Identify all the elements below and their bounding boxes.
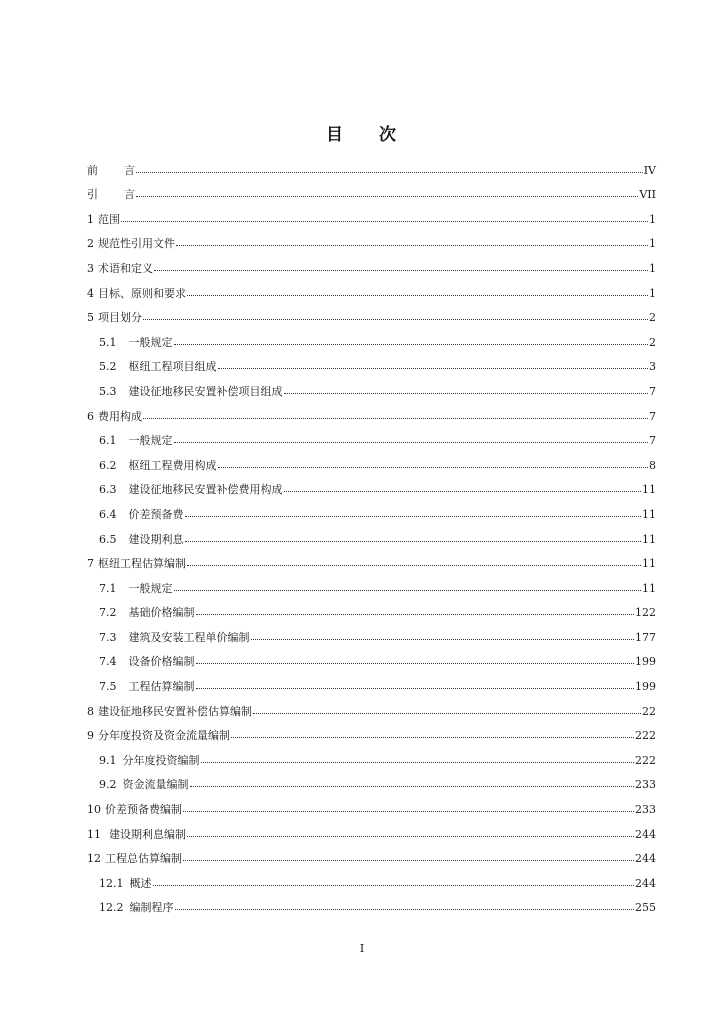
dot-leader [136,172,643,173]
toc-entry-page: 244 [635,876,656,890]
toc-entry-title: 建设征地移民安置补偿估算编制 [98,704,252,718]
toc-entry-title: 一般规定 [128,434,173,448]
toc-entry-page: 1 [649,286,656,300]
toc-entry-number: 9.2 [99,778,117,792]
toc-entry-number: 7 [87,557,94,571]
toc-entry[interactable] [87,718,656,743]
toc-entry-page: 122 [635,606,656,620]
toc-entry-number: 3 [87,261,94,275]
dot-leader [183,811,634,812]
toc-entry-title: 建设征地移民安置补偿项目组成 [128,384,283,398]
dot-leader [201,762,635,763]
toc-entry-title: 概述 [129,876,152,890]
toc-entry-number: 7.2 [99,606,117,620]
toc-entry-page: 233 [635,778,656,792]
toc-entry[interactable] [87,423,656,448]
toc-entry-page: 7 [649,384,656,398]
toc-entry-page: 3 [649,360,656,374]
dot-leader [218,467,649,468]
toc-entry[interactable] [87,570,656,595]
toc-entry[interactable] [87,767,656,792]
toc-entry-number: 7.3 [99,630,117,644]
toc-entry-number: 2 [87,237,94,251]
dot-leader [190,786,635,787]
dot-leader [187,295,648,296]
toc-entry-title: 编制程序 [129,901,174,915]
toc-entry-title: 枢纽工程项目组成 [128,360,217,374]
dot-leader [143,319,648,320]
toc-entry-number: 5.2 [99,360,117,374]
table-of-contents [87,152,656,914]
toc-entry-title: 价差预备费 [128,507,184,521]
toc-entry-page: 11 [642,557,656,571]
toc-entry-page: 11 [642,532,656,546]
toc-entry-page: 1 [649,212,656,226]
toc-entry-title: 项目划分 [98,311,142,325]
toc-entry-number: 1 [87,212,94,226]
toc-entry-page: 233 [635,803,656,817]
toc-entry-page: 7 [649,409,656,423]
dot-leader [174,344,649,345]
toc-entry-title: 术语和定义 [98,261,153,275]
dot-leader [218,368,649,369]
toc-entry-title: 一般规定 [128,581,173,595]
toc-entry[interactable] [87,693,656,718]
toc-entry-page: 7 [649,434,656,448]
dot-leader [251,639,635,640]
toc-entry-number: 12 [87,852,101,866]
dot-leader [121,221,648,222]
toc-entry[interactable] [87,152,656,177]
toc-entry[interactable] [87,841,656,866]
toc-entry-title: 工程总估算编制 [105,852,182,866]
dot-leader [175,909,635,910]
toc-entry-page: 177 [635,630,656,644]
toc-entry[interactable] [87,300,656,325]
toc-entry-title: 目标、原则和要求 [98,286,186,300]
dot-leader [196,663,635,664]
toc-entry[interactable] [87,521,656,546]
toc-entry-number: 10 [87,803,101,817]
toc-entry-number: 9.1 [99,753,117,767]
toc-entry-page: 222 [635,729,656,743]
toc-entry-page: VII [639,188,656,202]
toc-entry[interactable] [87,447,656,472]
toc-entry-title: 枢纽工程估算编制 [98,557,186,571]
toc-entry-title: 分年度投资及资金流量编制 [98,729,230,743]
toc-entry-number: 12.2 [99,901,124,915]
toc-entry-title: 基础价格编制 [128,606,195,620]
dot-leader [153,885,635,886]
toc-entry-page: 11 [642,483,656,497]
toc-entry-title: 建设征地移民安置补偿费用构成 [128,483,283,497]
toc-entry-number: 5 [87,311,94,325]
toc-entry-number: 11 [87,827,101,841]
toc-entry[interactable] [87,742,656,767]
toc-entry-title: 价差预备费编制 [105,803,182,817]
dot-leader [185,541,642,542]
toc-entry[interactable] [87,201,656,226]
toc-entry-number: 7.1 [99,581,117,595]
toc-entry-title: 建设期利息编制 [109,827,186,841]
toc-entry[interactable] [87,791,656,816]
toc-entry-page: 22 [642,704,656,718]
toc-entry[interactable] [87,177,656,202]
toc-entry[interactable] [87,398,656,423]
toc-entry-number: 9 [87,729,94,743]
toc-entry-number: 5.3 [99,384,117,398]
dot-leader [185,516,642,517]
toc-entry-number: 8 [87,704,94,718]
dot-leader [284,491,642,492]
toc-entry[interactable] [87,595,656,620]
toc-entry[interactable] [87,275,656,300]
toc-entry-page: 2 [649,335,656,349]
dot-leader [196,688,635,689]
toc-entry-title: 建筑及安装工程单价编制 [128,630,250,644]
toc-entry-number: 7.5 [99,680,117,694]
toc-entry-title: 一般规定 [128,335,173,349]
toc-entry[interactable] [87,496,656,521]
toc-entry[interactable] [87,816,656,841]
dot-leader [187,836,634,837]
dot-leader [136,196,638,197]
dot-leader [253,713,641,714]
toc-entry-page: 222 [635,753,656,767]
toc-entry[interactable] [87,865,656,890]
toc-entry-page: 1 [649,237,656,251]
toc-entry-number: 6.1 [99,434,117,448]
toc-entry-number: 6.4 [99,507,117,521]
toc-entry-number: 5.1 [99,335,117,349]
toc-entry-title: 建设期利息 [128,532,184,546]
toc-entry-number: 4 [87,286,94,300]
toc-entry[interactable] [87,644,656,669]
toc-entry-number: 6.5 [99,532,117,546]
toc-entry-title: 工程估算编制 [128,680,195,694]
toc-entry-title: 规范性引用文件 [98,237,175,251]
dot-leader [154,270,648,271]
dot-leader [183,860,634,861]
toc-entry-page: 244 [635,852,656,866]
dot-leader [143,418,648,419]
toc-entry-title: 范围 [98,212,120,226]
toc-entry[interactable] [87,619,656,644]
dot-leader [187,565,641,566]
toc-entry-title: 分年度投资编制 [122,753,200,767]
dot-leader [174,442,649,443]
toc-entry[interactable] [87,226,656,251]
toc-entry-title: 资金流量编制 [122,778,189,792]
dot-leader [176,245,648,246]
toc-entry-number: 6.2 [99,458,117,472]
toc-entry-title: 设备价格编制 [128,655,195,669]
dot-leader [174,590,642,591]
toc-entry[interactable] [87,890,656,915]
toc-entry-title: 言 [124,163,135,177]
dot-leader [231,737,634,738]
dot-leader [284,393,649,394]
toc-entry-page: 11 [642,581,656,595]
toc-entry-page: 2 [649,311,656,325]
title-char-1: 目 [326,125,345,145]
toc-entry-title: 费用构成 [98,409,142,423]
toc-entry-page: 8 [649,458,656,472]
toc-entry-number: 7.4 [99,655,117,669]
page-number: I [359,942,365,955]
title-char-2: 次 [379,125,398,145]
toc-entry[interactable] [87,250,656,275]
toc-entry[interactable] [87,472,656,497]
toc-entry-page: 255 [635,901,656,915]
toc-entry-page: 199 [635,655,656,669]
toc-entry[interactable] [87,324,656,349]
toc-entry-number: 前 [87,163,98,177]
page-title [0,120,724,145]
dot-leader [196,614,635,615]
toc-entry-number: 6.3 [99,483,117,497]
toc-entry-title: 言 [124,188,135,202]
toc-entry[interactable] [87,546,656,571]
toc-entry-number: 12.1 [99,876,124,890]
toc-entry-number: 6 [87,409,94,423]
toc-entry[interactable] [87,668,656,693]
toc-entry[interactable] [87,349,656,374]
toc-entry-page: IV [643,163,656,177]
toc-entry[interactable] [87,373,656,398]
toc-entry-page: 199 [635,680,656,694]
toc-entry-page: 11 [642,507,656,521]
toc-entry-page: 1 [649,261,656,275]
toc-entry-number: 引 [87,188,98,202]
toc-entry-page: 244 [635,827,656,841]
toc-entry-title: 枢纽工程费用构成 [128,458,217,472]
